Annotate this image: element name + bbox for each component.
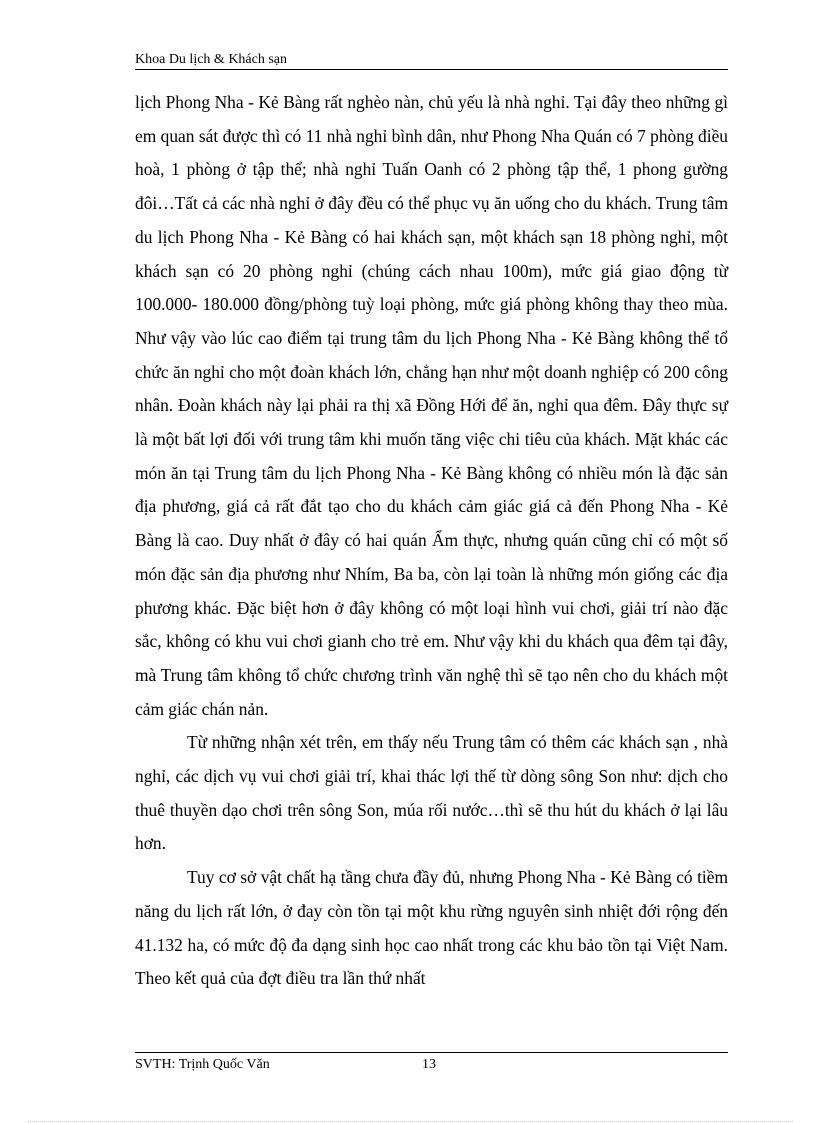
paragraph: Từ những nhận xét trên, em thấy nếu Trung tâm có thêm các khách sạn , nhà nghỉ, các dịch vụ vui chơi giải trí, khai thác lợi thế từ dòng sông Son như: dịch cho thuê thuyền dạo chơi trên sông Son, múa rối nước…thì sẽ thu hút du khách ở lại lâu hơn. — [135, 732, 728, 854]
footer-author: SVTH: Trịnh Quốc Văn — [135, 1057, 270, 1072]
paragraph: Tuy cơ sở vật chất hạ tầng chưa đầy đủ, nhưng Phong Nha - Kẻ Bàng có tiềm năng du lịch rất lớn, ở đay còn tồn tại một khu rừng nguyên sinh nhiệt đới rộng đến 41.132 ha, có mức độ đa dạng sinh học cao nhất trong các khu bảo tồn tại Việt Nam. Theo kết quả của đợt điều tra lần thứ nhất — [135, 867, 728, 989]
page-number: 13 — [422, 1057, 436, 1072]
page-bottom-divider — [28, 1121, 793, 1122]
page-footer — [135, 1052, 728, 1077]
document-body — [135, 86, 728, 996]
header-text: Khoa Du lịch & Khách sạn — [135, 52, 288, 67]
page-header — [135, 50, 728, 70]
paragraph-continued: lịch Phong Nha - Kẻ Bàng rất nghèo nàn, chủ yếu là nhà nghỉ. Tại đây theo những gì em quan sát được thì có 11 nhà nghỉ bình dân, như Phong Nha Quán có 7 phòng điều hoà, 1 phòng ở tập thể; nhà nghỉ Tuấn Oanh có 2 phòng tập thể, 1 phong gường đôi…Tất cả các nhà nghỉ ở đây đều có thể phục vụ ăn uống cho du khách. Trung tâm du lịch Phong Nha - Kẻ Bàng có hai khách sạn, một khách sạn 18 phòng nghỉ, một khách sạn có 20 phòng nghỉ (chúng cách nhau 100m), mức giá giao động từ 100.000- 180.000 đồng/phòng tuỳ loại phòng, mức giá phòng không thay theo mùa. Như vậy vào lúc cao điểm tại trung tâm du lịch Phong Nha - Kẻ Bàng không thể tổ chức ăn nghỉ cho một đoàn khách lớn, chẳng hạn như một doanh nghiệp có 200 công nhân. Đoàn khách này lại phải ra thị xã Đồng Hới để ăn, nghỉ qua đêm. Đây thực sự là một bất lợi đối với trung tâm khi muốn tăng việc chi tiêu của khách. Mặt khác các món ăn tại Trung tâm du lịch Phong Nha - Kẻ Bàng không có nhiều món là đặc sản địa phương, giá cả rất đắt tạo cho du khách cảm giác giá cả đến Phong Nha - Kẻ Bàng là cao. Duy nhất ở đây có hai quán Ẩm thực, nhưng quán cũng chỉ có một số món đặc sản địa phương như Nhím, Ba ba, còn lại toàn là những món giống các địa phương khác. Đặc biệt hơn ở đây không có một loại hình vui chơi, giải trí nào đặc sắc, không có khu vui chơi gianh cho trẻ em. Như vậy khi du khách qua đêm tại đây, mà Trung tâm không tổ chức chương trình văn nghệ thì sẽ tạo nên cho du khách một cảm giác chán nản. — [135, 92, 728, 719]
